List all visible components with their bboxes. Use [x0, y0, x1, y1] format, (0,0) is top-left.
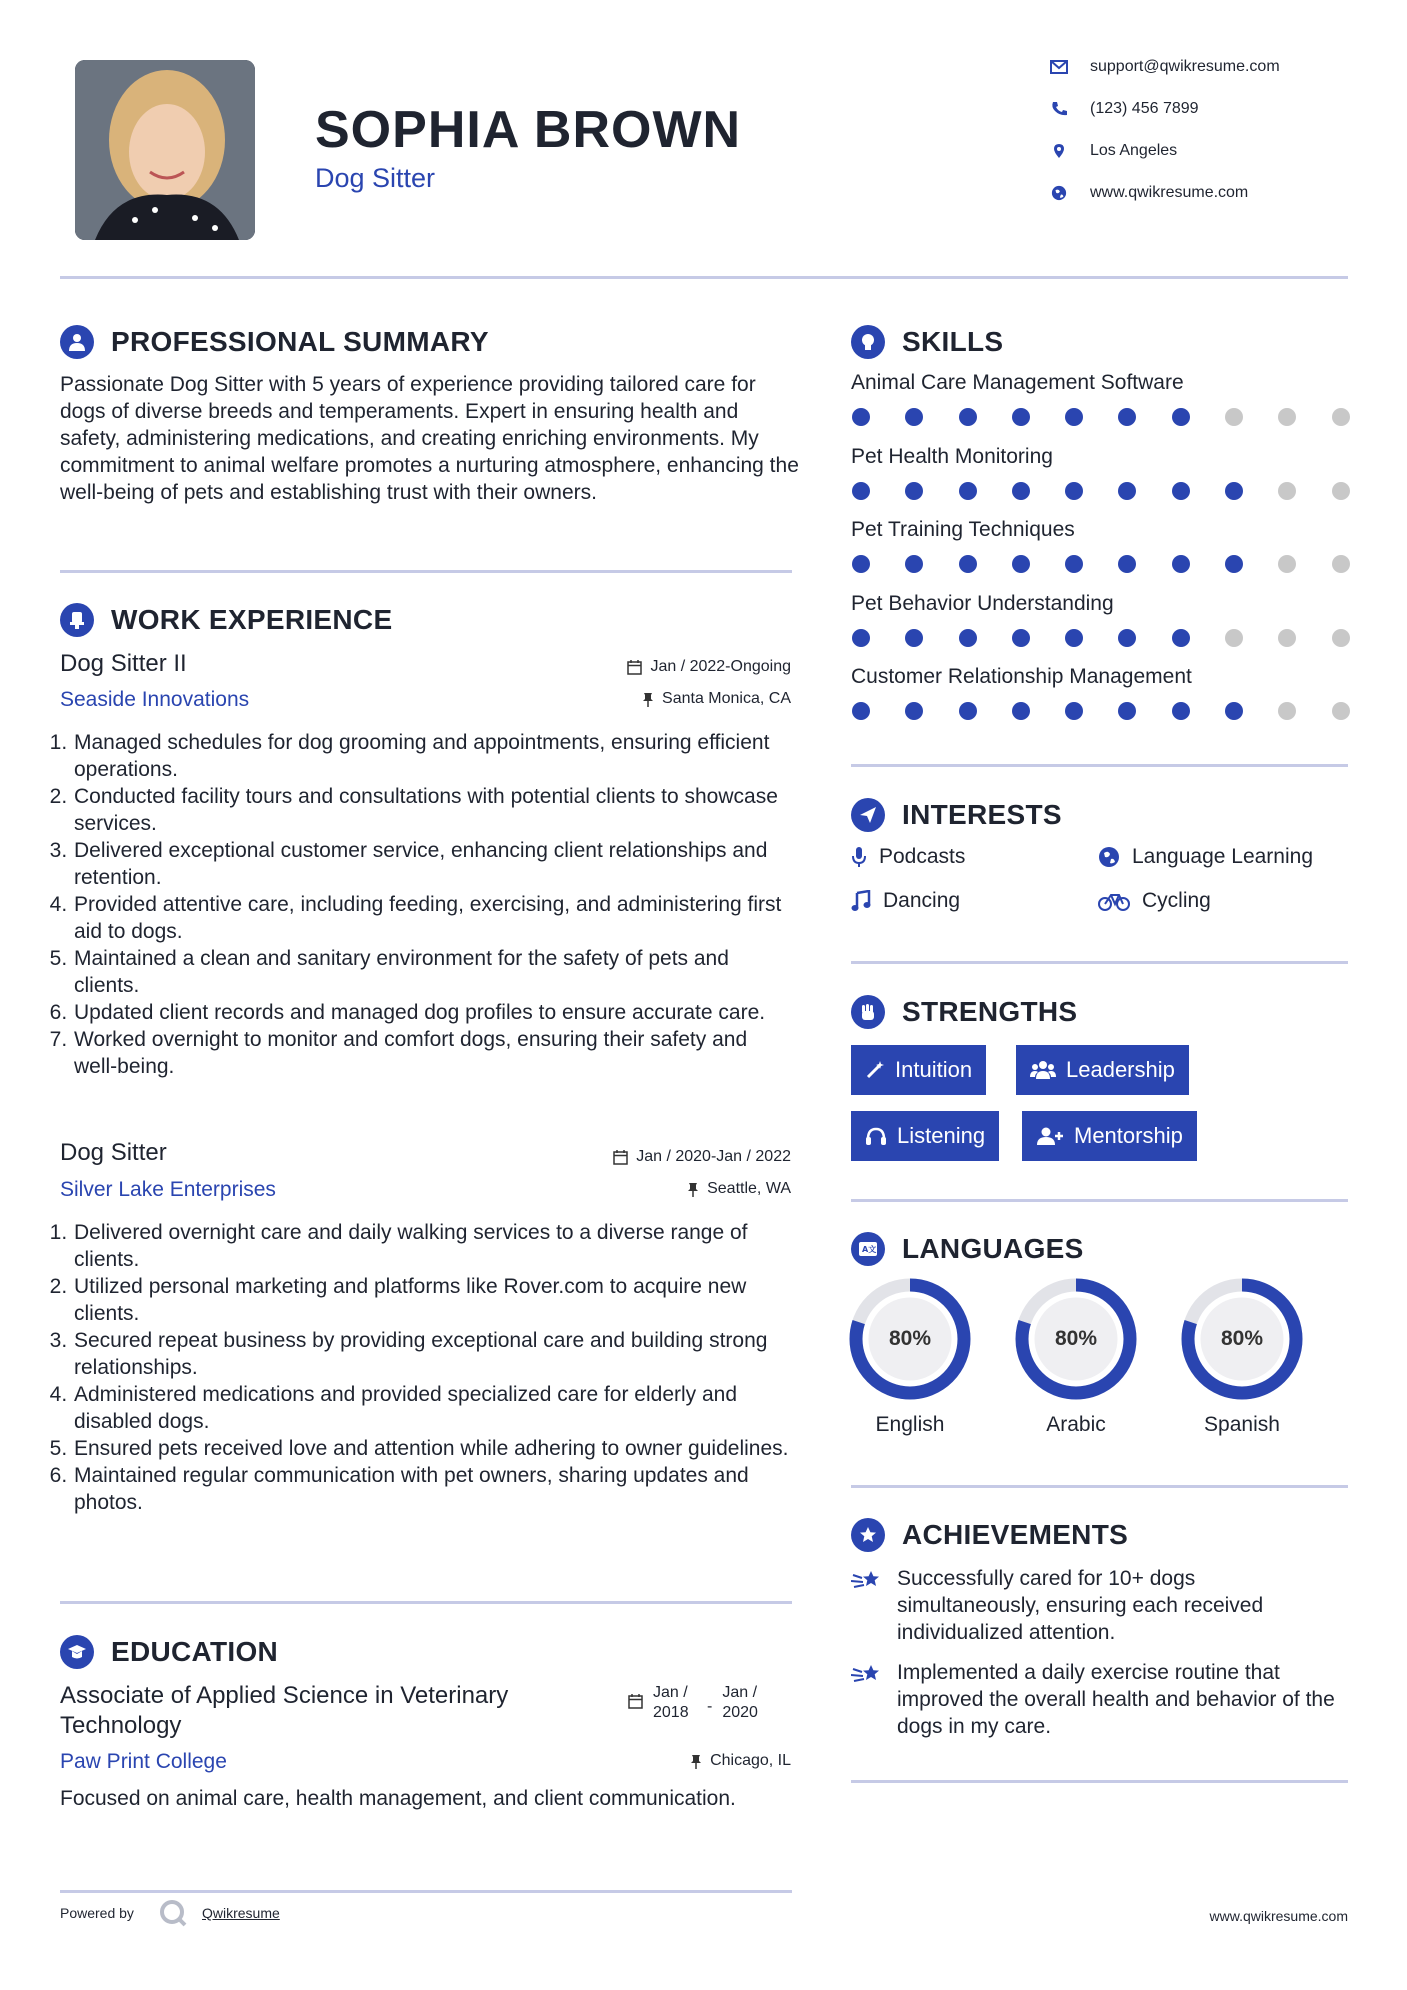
skill-dot-filled	[1012, 555, 1030, 573]
skill-label: Pet Behavior Understanding	[851, 591, 1114, 615]
skill-dot-filled	[852, 629, 870, 647]
education-date-end: Jan / 2020	[722, 1684, 758, 1721]
achievement-text: Implemented a daily exercise routine that improved the overall health and behavior of the dogs in my care.	[897, 1661, 1335, 1738]
skill-dot-filled	[1012, 629, 1030, 647]
skill-dot-filled	[959, 482, 977, 500]
strengths-heading: STRENGTHS	[902, 996, 1078, 1027]
contact-phone[interactable]	[1050, 100, 1199, 118]
job-2-item: 2. Utilized personal marketing and platforms like Rover.com to acquire new clients.	[73, 1273, 796, 1327]
briefcase-icon	[60, 603, 94, 637]
skill-dot-filled	[1172, 408, 1190, 426]
job-1-dates-text: Jan / 2022-Ongoing	[650, 658, 791, 675]
education-location-text: Chicago, IL	[710, 1752, 791, 1769]
job-1-item: 5. Maintained a clean and sanitary environment for the safety of pets and clients.	[73, 945, 796, 999]
education-date-start: Jan / 2018	[653, 1684, 689, 1721]
skill-dot-filled	[1065, 555, 1083, 573]
pushpin-icon	[690, 1754, 702, 1769]
job-2-location	[687, 1180, 791, 1198]
skill-rating	[852, 702, 1385, 720]
job-2-item: 5. Ensured pets received love and attention while adhering to owner guidelines.	[73, 1435, 796, 1462]
interests-divider	[851, 961, 1348, 964]
skill-dot-filled	[1225, 555, 1243, 573]
job-1-location-text: Santa Monica, CA	[662, 690, 791, 707]
shooting-star-icon	[851, 1567, 883, 1593]
skill-dot-filled	[905, 629, 923, 647]
job-1-location	[642, 690, 791, 708]
strength-chip-intuition	[851, 1045, 986, 1095]
pushpin-icon	[642, 692, 654, 707]
skill-rating	[852, 629, 1385, 647]
skill-dot-filled	[852, 482, 870, 500]
skills-divider	[851, 764, 1348, 767]
education-dates	[628, 1683, 766, 1723]
skill-dot-filled	[1118, 555, 1136, 573]
skill-dot-filled	[852, 555, 870, 573]
skill-dot-empty	[1332, 555, 1350, 573]
microphone-icon	[851, 846, 867, 868]
phone-icon	[1050, 101, 1068, 117]
candidate-title: Dog Sitter	[315, 163, 436, 193]
skill-dot-filled	[1118, 702, 1136, 720]
footer-powered-by: Powered by	[60, 1905, 134, 1921]
profile-photo	[75, 60, 255, 240]
skill-dot-filled	[1172, 555, 1190, 573]
interest-label: Language Learning	[1132, 845, 1314, 868]
language-ring	[1175, 1272, 1309, 1406]
achievement-item	[851, 1565, 1337, 1646]
skill-label: Customer Relationship Management	[851, 665, 1192, 688]
job-1-list	[56, 729, 796, 1080]
skill-dot-filled	[1065, 629, 1083, 647]
job-2-role: Dog Sitter	[60, 1139, 167, 1166]
bicycle-icon	[1098, 890, 1130, 912]
pushpin-icon	[687, 1182, 699, 1197]
globe-icon	[1050, 185, 1068, 201]
footer-url[interactable]: www.qwikresume.com	[1209, 1908, 1348, 1924]
skill-dot-filled	[852, 408, 870, 426]
award-star-icon	[851, 1518, 885, 1552]
skill-rating	[852, 555, 1385, 573]
candidate-name: SOPHIA BROWN	[315, 101, 742, 159]
headphones-icon	[865, 1126, 887, 1146]
user-icon	[60, 325, 94, 359]
job-2-list	[56, 1219, 796, 1516]
education-date-separator: -	[707, 1698, 713, 1715]
users-icon	[1030, 1060, 1056, 1080]
achievement-text: Successfully cared for 10+ dogs simultaneously, ensuring each received individualized attention.	[897, 1567, 1264, 1644]
job-2-dates-text: Jan / 2020-Jan / 2022	[636, 1148, 791, 1165]
summary-heading: PROFESSIONAL SUMMARY	[111, 326, 489, 357]
strength-label: Intuition	[895, 1057, 973, 1082]
skill-dot-filled	[959, 408, 977, 426]
contact-email-text: support@qwikresume.com	[1090, 58, 1280, 75]
achievements-heading: ACHIEVEMENTS	[902, 1519, 1129, 1550]
interest-label: Cycling	[1142, 889, 1211, 912]
magic-wand-icon	[865, 1060, 885, 1080]
strength-chip-mentorship	[1022, 1111, 1197, 1161]
job-2-item: 3. Secured repeat business by providing exceptional care and building strong relationships.	[73, 1327, 796, 1381]
globe-icon	[1098, 846, 1120, 868]
skill-label: Pet Training Techniques	[851, 518, 1075, 541]
strength-chip-leadership	[1016, 1045, 1189, 1095]
skill-dot-filled	[905, 408, 923, 426]
education-degree: Associate of Applied Science in Veterinary Technology	[60, 1682, 509, 1739]
job-1-company: Seaside Innovations	[60, 688, 250, 711]
language-percent: 80%	[888, 1327, 932, 1350]
contact-website-text: www.qwikresume.com	[1090, 184, 1249, 201]
skill-dot-empty	[1225, 629, 1243, 647]
qwikresume-logo-icon	[158, 1898, 188, 1933]
job-2-item: 6. Maintained regular communication with pet owners, sharing updates and photos.	[73, 1462, 796, 1516]
graduation-icon	[60, 1635, 94, 1669]
summary-text: Passionate Dog Sitter with 5 years of experience providing tailored care for dogs of diverse breeds and temperaments. Expert in ensuring health and safety, administering medications, and creating enriching environments. My commitment to animal welfare promotes a nurturing atmosphere, enhancing the well-being of pets and establishing trust with their owners.	[60, 373, 799, 504]
skill-dot-filled	[1225, 482, 1243, 500]
contact-email[interactable]	[1050, 58, 1280, 76]
interest-item-language-learning	[1098, 845, 1313, 869]
job-2-item: 1. Delivered overnight care and daily walking services to a diverse range of clients.	[73, 1219, 796, 1273]
achievement-item	[851, 1659, 1337, 1740]
skill-dot-filled	[959, 629, 977, 647]
strength-label: Leadership	[1066, 1057, 1175, 1082]
education-school: Paw Print College	[60, 1750, 227, 1773]
work-divider	[60, 1601, 792, 1604]
skill-dot-filled	[1172, 629, 1190, 647]
skill-dot-empty	[1332, 408, 1350, 426]
skill-dot-filled	[1172, 482, 1190, 500]
skill-label: Animal Care Management Software	[851, 371, 1184, 394]
header-divider	[60, 276, 1348, 279]
language-name: English	[875, 1413, 945, 1436]
job-2-dates	[613, 1148, 791, 1166]
job-1-item: 4. Provided attentive care, including feeding, exercising, and administering first aid to dogs.	[73, 891, 796, 945]
skill-dot-empty	[1278, 629, 1296, 647]
language-name: Spanish	[1204, 1413, 1280, 1436]
skill-dot-empty	[1332, 482, 1350, 500]
job-1-role: Dog Sitter II	[60, 650, 187, 677]
user-plus-icon	[1036, 1126, 1064, 1146]
interest-item-cycling	[1098, 889, 1211, 913]
contact-phone-text: (123) 456 7899	[1090, 100, 1199, 117]
skill-dot-empty	[1225, 408, 1243, 426]
skill-dot-filled	[959, 702, 977, 720]
education-heading: EDUCATION	[111, 1636, 279, 1667]
skill-label: Pet Health Monitoring	[851, 444, 1053, 468]
svg-text:A文: A文	[862, 1245, 877, 1254]
interest-label: Podcasts	[879, 845, 966, 868]
strength-chip-listening	[851, 1111, 999, 1161]
job-2-location-text: Seattle, WA	[707, 1180, 791, 1197]
skill-dot-filled	[1118, 482, 1136, 500]
language-ring	[1009, 1272, 1143, 1406]
skill-dot-filled	[1225, 702, 1243, 720]
skill-dot-empty	[1278, 702, 1296, 720]
skill-dot-filled	[1012, 702, 1030, 720]
skill-dot-empty	[1278, 555, 1296, 573]
skill-dot-empty	[1332, 702, 1350, 720]
skill-dot-filled	[1065, 408, 1083, 426]
interest-label: Dancing	[883, 889, 961, 912]
skill-rating	[852, 408, 1385, 426]
education-description: Focused on animal care, health management, and client communication.	[60, 1787, 736, 1810]
strengths-divider	[851, 1199, 1348, 1202]
skill-dot-empty	[1278, 408, 1296, 426]
skill-rating	[852, 482, 1385, 500]
job-1-item: 7. Worked overnight to monitor and comfort dogs, ensuring their safety and well-being.	[73, 1026, 796, 1080]
job-2-item: 4. Administered medications and provided specialized care for elderly and disabled dogs.	[73, 1381, 796, 1435]
music-note-icon	[851, 890, 871, 912]
skill-dot-filled	[1172, 702, 1190, 720]
fist-icon	[851, 995, 885, 1029]
summary-divider	[60, 570, 792, 573]
interest-item-podcasts	[851, 845, 965, 869]
work-heading: WORK EXPERIENCE	[111, 604, 393, 635]
calendar-icon	[627, 660, 642, 675]
shooting-star-icon	[851, 1661, 883, 1687]
skill-dot-filled	[1118, 629, 1136, 647]
footer-brand-link[interactable]: Qwikresume	[202, 1905, 280, 1921]
location-pin-icon	[1050, 143, 1068, 159]
contact-website[interactable]	[1050, 184, 1248, 202]
interests-heading: INTERESTS	[902, 799, 1062, 830]
language-ring	[843, 1272, 977, 1406]
skill-dot-filled	[905, 702, 923, 720]
skill-dot-filled	[1065, 482, 1083, 500]
skill-dot-filled	[852, 702, 870, 720]
skill-dot-filled	[905, 482, 923, 500]
skill-dot-filled	[1012, 482, 1030, 500]
education-location	[690, 1752, 791, 1770]
job-1-item: 6. Updated client records and managed dog profiles to ensure accurate care.	[73, 999, 796, 1026]
job-1-item: 2. Conducted facility tours and consultations with potential clients to showcase services.	[73, 783, 796, 837]
interest-item-dancing	[851, 889, 960, 913]
skill-dot-filled	[905, 555, 923, 573]
skill-dot-filled	[1012, 408, 1030, 426]
job-1-item: 1. Managed schedules for dog grooming and appointments, ensuring efficient operations.	[73, 729, 796, 783]
skill-dot-empty	[1332, 629, 1350, 647]
languages-divider	[851, 1485, 1348, 1488]
job-2-company: Silver Lake Enterprises	[60, 1178, 276, 1201]
calendar-icon	[613, 1150, 628, 1165]
strength-label: Mentorship	[1074, 1123, 1183, 1148]
education-divider	[60, 1890, 792, 1893]
skill-dot-filled	[1065, 702, 1083, 720]
strength-label: Listening	[897, 1123, 986, 1148]
skill-dot-filled	[1118, 408, 1136, 426]
language-percent: 80%	[1054, 1327, 1098, 1350]
achievements-divider	[851, 1780, 1348, 1783]
skills-heading: SKILLS	[902, 326, 1004, 357]
skill-dot-empty	[1278, 482, 1296, 500]
calendar-icon	[628, 1694, 643, 1709]
languages-heading: LANGUAGES	[902, 1233, 1084, 1264]
language-percent: 80%	[1220, 1327, 1264, 1350]
contact-location-text: Los Angeles	[1090, 142, 1178, 159]
job-1-dates	[627, 658, 791, 676]
job-1-item: 3. Delivered exceptional customer service, enhancing client relationships and retention.	[73, 837, 796, 891]
paper-plane-icon	[851, 798, 885, 832]
contact-location	[1050, 142, 1177, 160]
skill-dot-filled	[959, 555, 977, 573]
language-name: Arabic	[1046, 1413, 1106, 1436]
language-icon	[851, 1232, 885, 1266]
email-icon	[1050, 60, 1068, 74]
lightbulb-icon	[851, 325, 885, 359]
